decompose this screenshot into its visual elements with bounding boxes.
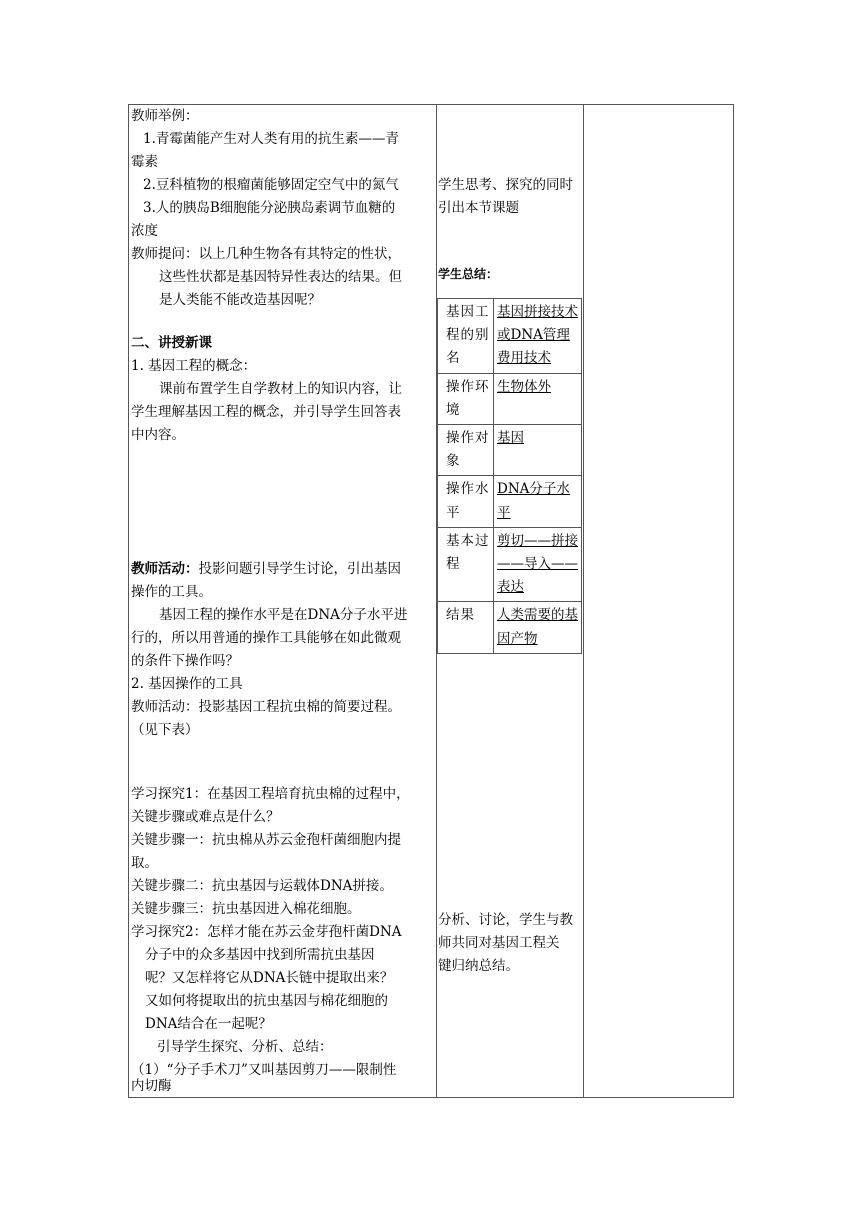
table-row xyxy=(438,425,582,476)
summary-table xyxy=(437,298,582,654)
text-line: 中内容。 xyxy=(131,427,185,443)
section-heading: 二、讲授新课 xyxy=(131,335,212,351)
text-line: 关键步骤二：抗虫基因与运载体DNA拼接。 xyxy=(131,878,393,894)
text-line: 1.青霉菌能产生对人类有用的抗生素——青 xyxy=(143,131,399,147)
row-key: 操作环境 xyxy=(438,373,494,424)
table-row xyxy=(438,476,582,527)
text-line: 基因工程的操作水平是在DNA分子水平进 xyxy=(159,607,408,623)
text-line: 学生思考、探究的同时 xyxy=(438,177,573,193)
row-key: 结果 xyxy=(438,602,494,653)
row-key: 基因工程的别名 xyxy=(438,299,494,374)
table-row xyxy=(438,527,582,602)
row-value: 基因拼接技术或DNA管理费用技术 xyxy=(494,299,582,374)
table-row xyxy=(438,299,582,374)
text-line: 课前布置学生自学教材上的知识内容，让 xyxy=(159,381,402,397)
text-line: 学习探究2：怎样才能在苏云金芽孢杆菌DNA xyxy=(131,924,402,940)
text-line: DNA结合在一起呢？ xyxy=(145,1016,272,1032)
text-line: 操作的工具。 xyxy=(131,584,212,600)
text-line: 取。 xyxy=(131,855,158,871)
table-row xyxy=(438,373,582,424)
text-line: 键归纳总结。 xyxy=(438,958,519,974)
student-activity-column xyxy=(437,105,584,1097)
text-line xyxy=(131,558,401,581)
text-line: 教师举例： xyxy=(131,108,199,124)
text-line: 关键步骤或难点是什么？ xyxy=(131,809,280,825)
text-line: 1. 基因工程的概念： xyxy=(131,358,257,374)
text-line: 分析、讨论，学生与教 xyxy=(438,912,573,928)
text-line: （1）“分子手术刀”又叫基因剪刀——限制性 xyxy=(131,1062,397,1078)
row-value: 生物体外 xyxy=(494,373,582,424)
label: 教师活动： xyxy=(131,561,199,577)
text-line: 教师活动：投影基因工程抗虫棉的简要过程。 xyxy=(131,699,401,715)
text-line: 呢？又怎样将它从DNA长链中提取出来？ xyxy=(145,970,394,986)
text-line: 2.豆科植物的根瘤菌能够固定空气中的氮气 xyxy=(143,177,399,193)
row-value: 基因 xyxy=(494,425,582,476)
text-line: 3.人的胰岛B细胞能分泌胰岛素调节血糖的 xyxy=(143,200,396,216)
text-line: 的条件下操作吗？ xyxy=(131,653,239,669)
text-line: 分子中的众多基因中找到所需抗虫基因 xyxy=(145,947,375,963)
text-line: （见下表） xyxy=(131,722,199,738)
teacher-activity-column xyxy=(129,105,437,1097)
text-line: 学生理解基因工程的概念，并引导学生回答表 xyxy=(131,404,401,420)
summary-label: 学生总结： xyxy=(438,267,499,281)
row-key: 操作对象 xyxy=(438,425,494,476)
text-line: 内切酶 xyxy=(131,1078,172,1094)
text-line: 教师提问：以上几种生物各有其特定的性状， xyxy=(131,246,401,262)
row-key: 操作水平 xyxy=(438,476,494,527)
text-line: 是人类能不能改造基因呢？ xyxy=(159,292,321,308)
text-line: 引导学生探究、分析、总结： xyxy=(157,1039,333,1055)
lesson-table xyxy=(128,104,734,1098)
row-value: DNA分子水平 xyxy=(494,476,582,527)
text-line: 引出本节课题 xyxy=(438,200,519,216)
text-line: 这些性状都是基因特异性表达的结果。但 xyxy=(159,269,402,285)
text-line: 又如何将提取出的抗虫基因与棉花细胞的 xyxy=(145,993,388,1009)
text-line: 2. 基因操作的工具 xyxy=(131,676,243,692)
text: 投影问题引导学生讨论，引出基因 xyxy=(198,561,401,577)
text-line: 浓度 xyxy=(131,223,158,239)
text-line: 师共同对基因工程关 xyxy=(438,935,560,951)
text-line: 关键步骤三：抗虫基因进入棉花细胞。 xyxy=(131,901,361,917)
text-line: 学习探究1：在基因工程培育抗虫棉的过程中， xyxy=(131,786,410,802)
row-value: 人类需要的基因产物 xyxy=(494,602,582,653)
text-line: 关键步骤一：抗虫棉从苏云金孢杆菌细胞内提 xyxy=(131,832,401,848)
row-key: 基本过程 xyxy=(438,527,494,602)
row-value: 剪切——拼接——导入——表达 xyxy=(494,527,582,602)
text-line: 行的，所以用普通的操作工具能够在如此微观 xyxy=(131,630,401,646)
table-row xyxy=(438,602,582,653)
text-line: 霉素 xyxy=(131,154,158,170)
design-intent-column xyxy=(584,105,733,1097)
